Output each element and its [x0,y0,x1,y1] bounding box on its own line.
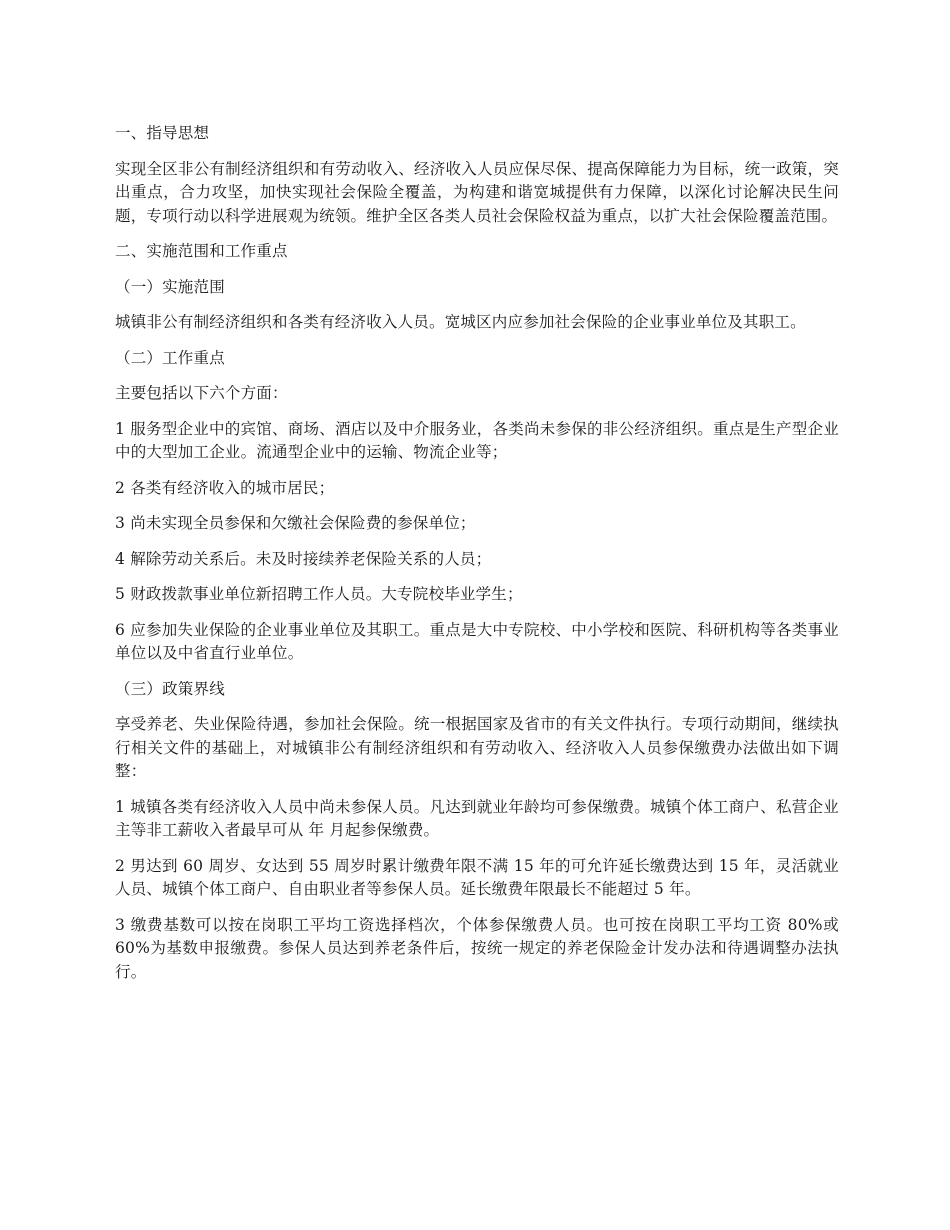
section-heading-scope-and-focus: 二、实施范围和工作重点 [115,242,288,260]
subheading-scope: （一）实施范围 [115,277,225,296]
subheading-work-focus: （二）工作重点 [115,348,225,367]
subheading-policy-boundaries: （三）政策界线 [115,679,225,698]
list-item-focus-3: 3 尚未实现全员参保和欠缴社会保险费的参保单位； [115,514,476,532]
list-item-policy-3: 3 缴费基数可以按在岗职工平均工资选择档次，个体参保缴费人员。也可按在岗职工平均工资 80%或 60%为基数申报缴费。参保人员达到养老条件后，按统一规定的养老保险金计发办法和待遇调整办法执行。 [115,915,839,981]
list-item-focus-4: 4 解除劳动关系后。未及时接续养老保险关系的人员； [115,549,492,568]
list-item-focus-2: 2 各类有经济收入的城市居民； [115,478,335,497]
paragraph-scope: 城镇非公有制经济组织和各类有经济收入人员。宽城区内应参加社会保险的企业事业单位及其职工。 [115,313,806,331]
list-item-policy-1: 1 城镇各类有经济收入人员中尚未参保人员。凡达到就业年龄均可参保缴费。城镇个体工商户、私营企业主等非工薪收入者最早可从 年 月起参保缴费。 [115,797,839,839]
list-item-focus-1: 1 服务型企业中的宾馆、商场、酒店以及中介服务业，各类尚未参保的非公经济组织。重点是生产型企业中的大型加工企业。流通型企业中的运输、物流企业等； [115,419,839,461]
section-heading-guiding-thought: 一、指导思想 [115,124,210,142]
paragraph-guiding-thought: 实现全区非公有制经济组织和有劳动收入、经济收入人员应保尽保、提高保障能力为目标，统一政策，突出重点，合力攻坚，加快实现社会保险全覆盖，为构建和谐宽城提供有力保障，以深化讨论解决民生问题，专项行动以科学进展观为统领。维护全区各类人员社会保险权益为重点，以扩大社会保险覆盖范围。 [115,159,839,225]
list-item-focus-5: 5 财政拨款事业单位新招聘工作人员。大专院校毕业学生； [115,585,523,603]
list-item-policy-2: 2 男达到 60 周岁、女达到 55 周岁时累计缴费年限不满 15 年的可允许延长缴费达到 15 年，灵活就业人员、城镇个体工商户、自由职业者等参保人员。延长缴费年限最长不能超过 5 年。 [115,856,839,898]
list-item-focus-6: 6 应参加失业保险的企业事业单位及其职工。重点是大中专院校、中小学校和医院、科研机构等各类事业单位以及中省直行业单位。 [115,620,839,662]
document-body [115,122,839,996]
paragraph-policy-boundaries: 享受养老、失业保险待遇，参加社会保险。统一根据国家及省市的有关文件执行。专项行动期间，继续执行相关文件的基础上，对城镇非公有制经济组织和有劳动收入、经济收入人员参保缴费办法做出如下调整： [115,715,839,780]
paragraph-six-aspects-intro: 主要包括以下六个方面： [115,384,288,402]
